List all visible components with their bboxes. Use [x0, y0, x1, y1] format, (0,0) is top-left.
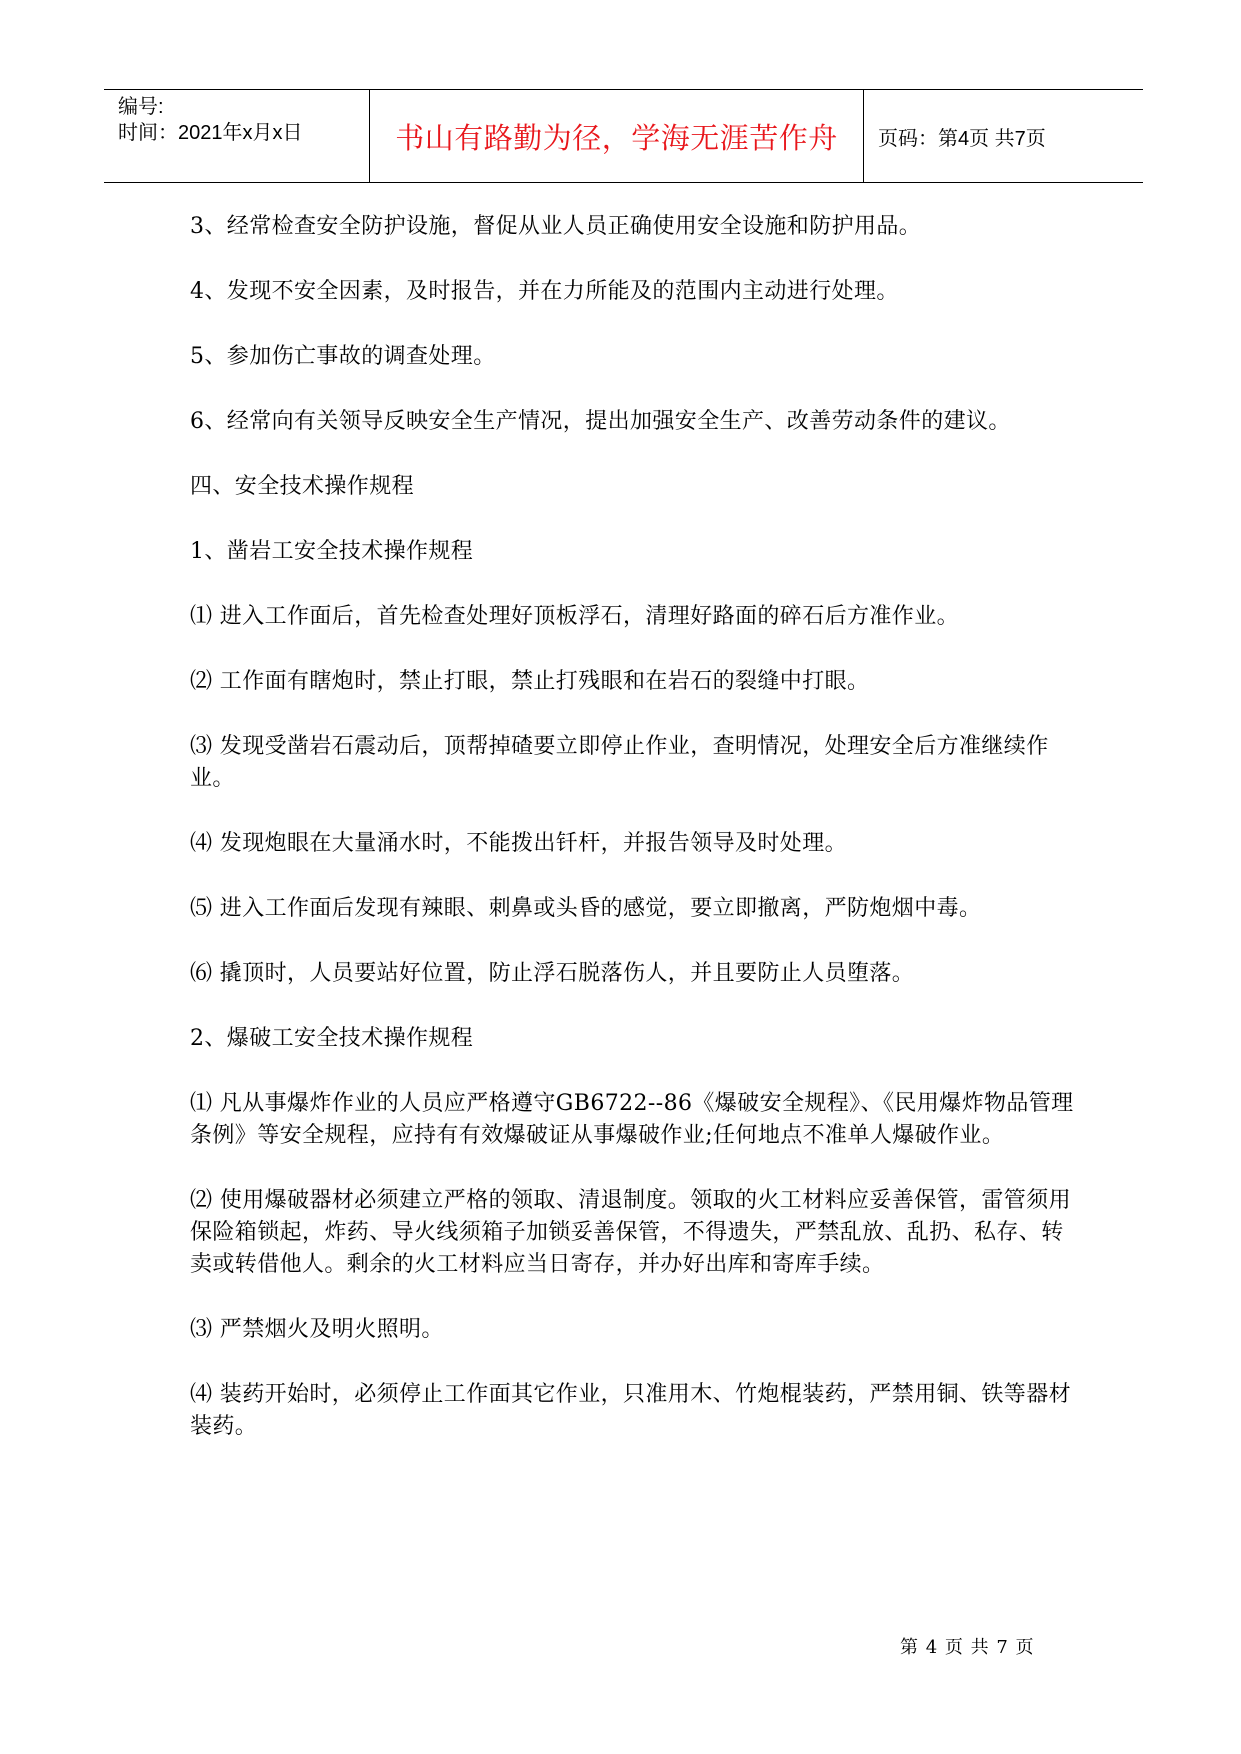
header-middle-cell [370, 90, 864, 182]
paragraph: ⑶ 发现受凿岩石震动后，顶帮掉碴要立即停止作业，查明情况，处理安全后方准继续作业。 [190, 734, 1049, 791]
page-header [104, 89, 1143, 183]
subsection-heading: 2、爆破工安全技术操作规程 [190, 1026, 474, 1051]
header-page-label: 页码：第4页 共7页 [878, 127, 1046, 150]
paragraph: 3、经常检查安全防护设施，督促从业人员正确使用安全设施和防护用品。 [190, 214, 922, 239]
time-label: 时间：2021年x月x日 [118, 122, 303, 144]
paragraph: ⑹ 撬顶时，人员要站好位置，防止浮石脱落伤人，并且要防止人员堕落。 [190, 961, 915, 986]
paragraph: 5、参加伤亡事故的调查处理。 [190, 344, 496, 369]
paragraph: ⑶ 严禁烟火及明火照明。 [190, 1317, 444, 1342]
paragraph: ⑷ 发现炮眼在大量涌水时，不能拨出钎杆，并报告领导及时处理。 [190, 831, 847, 856]
paragraph: 6、经常向有关领导反映安全生产情况，提出加强安全生产、改善劳动条件的建议。 [190, 409, 1011, 434]
section-heading: 四、安全技术操作规程 [190, 474, 415, 499]
paragraph: ⑷ 装药开始时，必须停止工作面其它作业，只准用木、竹炮棍装药，严禁用铜、铁等器材装药。 [190, 1382, 1071, 1439]
header-right-cell [864, 90, 1143, 182]
paragraph: ⑵ 工作面有瞎炮时，禁止打眼，禁止打残眼和在岩石的裂缝中打眼。 [190, 669, 870, 694]
header-left-cell [104, 90, 370, 182]
subsection-heading: 1、凿岩工安全技术操作规程 [190, 539, 474, 564]
paragraph: ⑴ 凡从事爆炸作业的人员应严格遵守GB6722--86《爆破安全规程》、《民用爆炸物品管理条例》等安全规程，应持有有效爆破证从事爆破作业;任何地点不准单人爆破作业。 [190, 1091, 1074, 1148]
paragraph: ⑸ 进入工作面后发现有辣眼、刺鼻或头昏的感觉，要立即撤离，严防炮烟中毒。 [190, 896, 982, 921]
serial-number-label: 编号: [118, 96, 164, 118]
document-body [190, 211, 1080, 1476]
paragraph: 4、发现不安全因素，及时报告，并在力所能及的范围内主动进行处理。 [190, 279, 899, 304]
header-motto: 书山有路勤为径，学海无涯苦作舟 [395, 120, 838, 155]
paragraph: ⑵ 使用爆破器材必须建立严格的领取、清退制度。领取的火工材料应妥善保管，雷管须用保险箱锁起，炸药、导火线须箱子加锁妥善保管，不得遗失，严禁乱放、乱扔、私存、转卖或转借他人。剩余的火工材料应当日寄存，并办好出库和寄库手续。 [190, 1188, 1071, 1277]
page-footer-number: 第 4 页 共 7 页 [900, 1637, 1035, 1658]
paragraph: ⑴ 进入工作面后，首先检查处理好顶板浮石，清理好路面的碎石后方准作业。 [190, 604, 959, 629]
